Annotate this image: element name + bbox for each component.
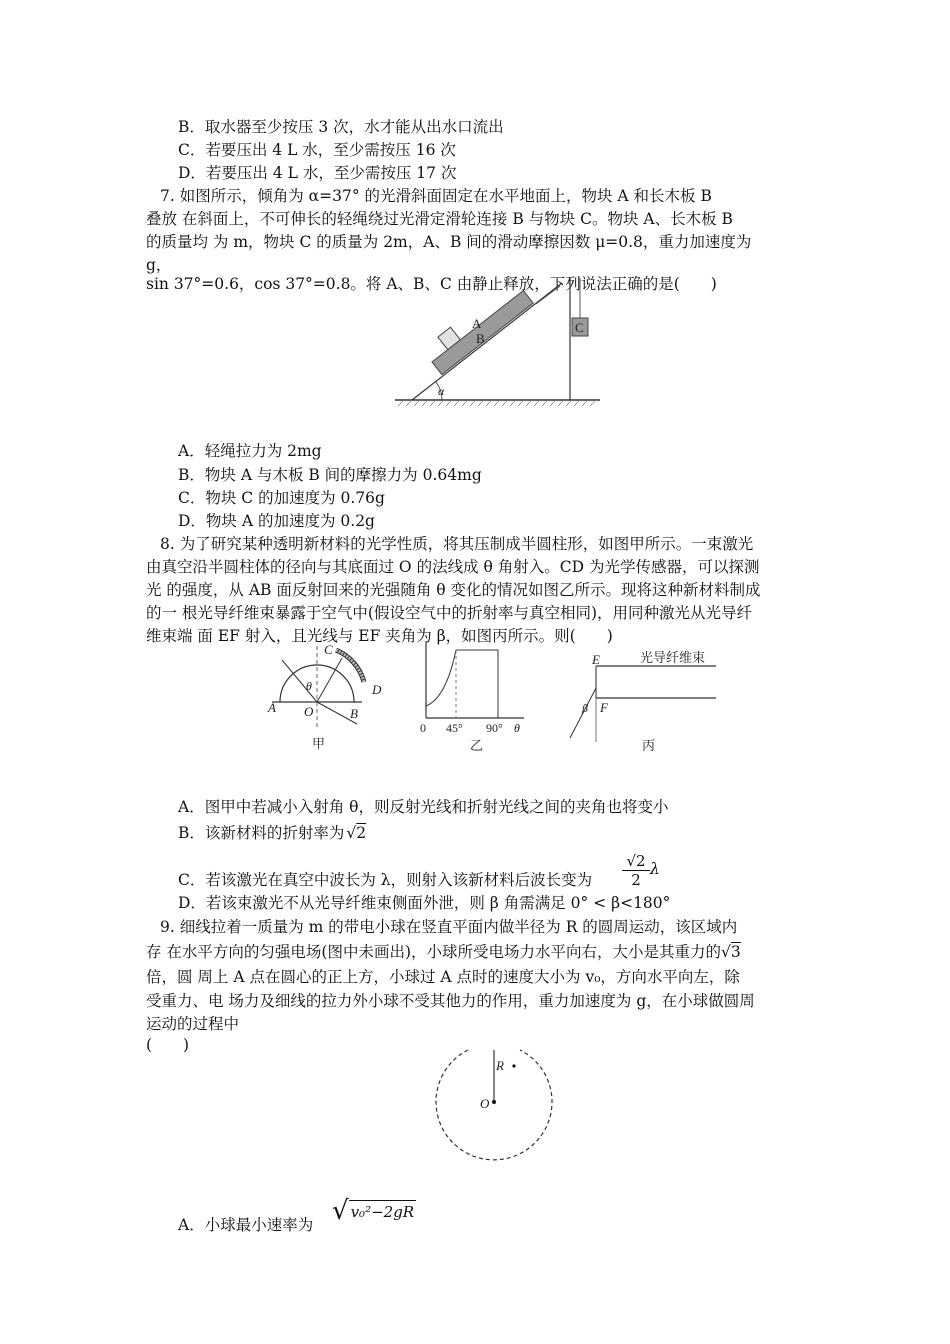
q6-option-d: D．若要压出 4 L 水，至少需按压 17 次 (178, 164, 457, 182)
q9-stem-line6: ( ) (146, 1036, 190, 1054)
q8-yi-tick-90: 90° (486, 721, 503, 735)
q8-jia-theta: θ (306, 679, 312, 693)
q8-stem-line3: 光 的强度，从 AB 面反射回来的光强随角 θ 变化的情况如图乙所示。现将这种新材料制成 (146, 581, 761, 599)
q7-option-c: C．物块 C 的加速度为 0.76g (178, 489, 385, 507)
q8-bing-beta: β (582, 701, 588, 715)
q9-option-a-expression: v₀²−2gR (349, 1200, 417, 1221)
q7-label-a: A (472, 316, 482, 331)
q8-option-a: A．图甲中若减小入射角 θ，则反射光线和折射光线之间的夹角也将变小 (178, 798, 669, 816)
q8-figure-jia (262, 638, 402, 758)
q9-option-a: A．小球最小速率为 (178, 1216, 314, 1234)
q9-label-r: R (496, 1058, 504, 1073)
q8-bing-label-f: F (600, 700, 608, 715)
q8-stem-line4: 的一 根光导纤维束暴露于空气中(假设空气中的折射率与真空相同)，用同种激光从光导纤 (146, 604, 753, 622)
q9-label-o: O (480, 1096, 490, 1111)
q8-stem-line1: 8. 为了研究某种透明新材料的光学性质，将其压制成半圆柱形，如图甲所示。一束激光 (160, 535, 754, 553)
q8-bing-caption: 丙 (642, 738, 656, 753)
q8-jia-label-a: A (268, 700, 276, 715)
q9-stem-line2-sqrt: √3 (721, 943, 741, 961)
q8-option-b-radicand: 2 (356, 824, 367, 842)
q8-option-d: D．若该束激光不从光导纤维束侧面外泄，则 β 角需满足 0° < β<180° (178, 894, 671, 912)
q8-jia-caption: 甲 (312, 736, 326, 751)
q8-jia-label-o: O (304, 704, 314, 719)
q8-bing-label-e: E (592, 652, 600, 667)
q9-stem-line4: 受重力、电 场力及细线的拉力外小球不受其他力的作用，重力加速度为 g，在小球做圆周 (146, 992, 755, 1010)
q8-option-c-denominator: 2 (631, 871, 641, 889)
q6-option-b: B．取水器至少按压 3 次，水才能从出水口流出 (178, 118, 504, 136)
q7-option-d: D．物块 A 的加速度为 0.2g (178, 512, 375, 530)
q8-option-c-fraction (622, 852, 650, 889)
q9-stem-line1: 9. 细线拉着一质量为 m 的带电小球在竖直平面内做半径为 R 的圆周运动，该区域内 (160, 918, 738, 936)
q7-stem-line3: 的质量均 为 m，物块 C 的质量为 2m，A、B 间的滑动摩擦因数 μ=0.8，重力加速度为 (146, 233, 752, 251)
q8-yi-tick-45: 45° (446, 721, 463, 735)
q7-option-b: B．物块 A 与木板 B 间的摩擦力为 0.64mg (178, 466, 482, 484)
q8-option-c-numerator: √2 (622, 852, 650, 871)
q8-option-c-lambda: λ (650, 860, 660, 878)
q9-option-a-root: √ v₀²−2gR (332, 1196, 415, 1226)
q7-angle-label: α (438, 384, 445, 398)
q9-circle-figure (430, 1048, 560, 1168)
q9-stem-line2 (146, 941, 741, 963)
q8-bing-fiber-label: 光导纤维束 (640, 650, 706, 665)
q7-incline-figure (390, 278, 610, 408)
q8-yi-tick-0: 0 (420, 721, 426, 735)
q8-stem-line5: 维束端 面 EF 射入，且光线与 EF 夹角为 β，如图丙所示。则( ) (146, 627, 613, 645)
q7-stem-line1: 7. 如图所示，倾角为 α=37° 的光滑斜面固定在水平地面上，物块 A 和长木板 B (160, 187, 712, 205)
q9-stem-line2-text: 存 在水平方向的匀强电场(图中未画出)，小球所受电场力水平向右，大小是其重力的 (146, 943, 722, 961)
q8-jia-label-d: D (372, 682, 382, 697)
q7-stem-line5: sin 37°=0.6，cos 37°=0.8。将 A、B、C 由静止释放，下列说法正确的是( ) (146, 275, 717, 293)
q6-option-c: C．若要压出 4 L 水，至少需按压 16 次 (178, 141, 456, 159)
q8-yi-axis-theta: θ (514, 721, 520, 735)
q8-stem-line2: 由真空沿半圆柱体的径向与其底面过 O 的法线成 θ 角射入。CD 为光学传感器，可以探测 (146, 558, 760, 576)
q7-option-a: A．轻绳拉力为 2mg (178, 442, 322, 460)
q8-jia-label-b: B (350, 706, 358, 721)
q9-stem-line3: 倍，圆 周上 A 点在圆心的正上方，小球过 A 点时的速度大小为 v₀，方向水平向左，除 (146, 968, 740, 986)
q9-stem-line5: 运动的过程中 (146, 1015, 240, 1033)
q8-jia-label-c: C (324, 642, 333, 657)
q8-option-b-text: B．该新材料的折射率为 (178, 824, 345, 842)
q8-yi-caption: 乙 (470, 738, 484, 753)
q7-label-b: B (476, 331, 485, 346)
q8-option-b (178, 822, 366, 844)
q8-figure-bing (560, 646, 720, 758)
q7-stem-line2: 叠放 在斜面上，不可伸长的轻绳绕过光滑定滑轮连接 B 与物块 C。物块 A、长木板 B (146, 210, 733, 228)
q8-option-c: C．若该激光在真空中波长为 λ，则射入该新材料后波长变为 (178, 871, 593, 889)
q9-stem-line2-radicand: 3 (730, 943, 741, 961)
q7-label-c: C (575, 320, 584, 335)
q7-stem-line4: g， (146, 256, 172, 274)
q8-option-b-sqrt: √2 (346, 824, 367, 842)
q8-figure-yi (412, 638, 532, 758)
